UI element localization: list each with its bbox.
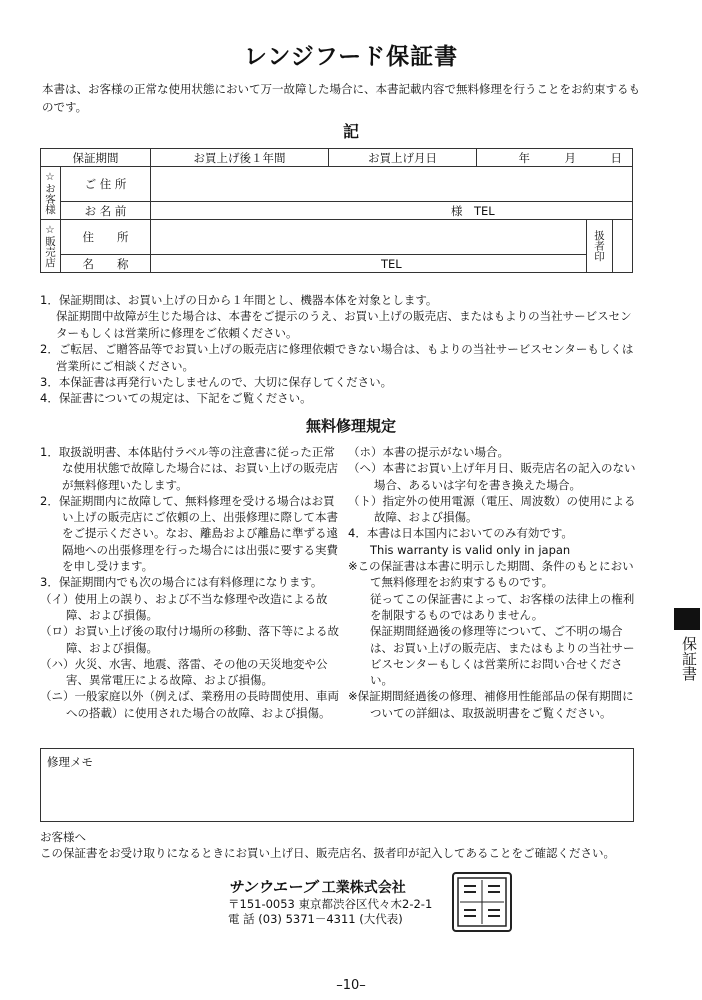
repair-rules-heading: 無料修理規定 bbox=[305, 417, 396, 435]
page-number: –10– bbox=[336, 978, 366, 993]
remark-2: ※保証期間経過後の修理、補修用性能部品の保有期間についての詳細は、取扱説明書をご覧ください。 bbox=[348, 689, 634, 720]
shop-address-field bbox=[151, 220, 587, 255]
date-fields: 年 月 日 bbox=[477, 149, 633, 167]
remark-1-inquiry: 保証期間経過後の修理等について、ご不明の場合は、お買い上げの販売店、またはもよりの当社サービスセンターもしくは営業所にお問い合せください。 bbox=[370, 624, 635, 688]
company-brand: サンウエーブ bbox=[228, 878, 317, 896]
rule-3b: （ロ）お買い上げ後の取付け場所の移動、落下等による故障、および損傷。 bbox=[40, 624, 339, 655]
side-tab-marker bbox=[674, 608, 700, 630]
warranty-table bbox=[40, 148, 633, 273]
rule-3d: （ニ）一般家庭以外（例えば、業務用の長時間使用、車両への搭載）に使用された場合の故障、および損傷。 bbox=[40, 689, 339, 720]
company-logo bbox=[228, 876, 406, 897]
shop-address-label: 住 所 bbox=[61, 220, 151, 255]
company-suffix: 工業株式会社 bbox=[321, 880, 406, 896]
address-label: ご 住 所 bbox=[61, 167, 151, 202]
customer-note-text: この保証書をお受け取りになるときにお買い上げ日、販売店名、扱者印が記入してあることをご確認ください。 bbox=[40, 846, 615, 860]
period-value: お買上げ後１年間 bbox=[151, 149, 329, 167]
note-1: 1．保証期間は、お買い上げの日から１年間とし、機器本体を対象とします。 bbox=[40, 293, 438, 307]
name-field: 様 TEL bbox=[151, 202, 633, 220]
section-mark: 記 bbox=[342, 122, 359, 141]
rule-3: 3．保証期間内でも次の場合には有料修理になります。 bbox=[40, 575, 323, 590]
period-label: 保証期間 bbox=[41, 149, 151, 167]
repair-rules-left bbox=[40, 444, 340, 721]
rule-2: 2．保証期間内に故障して、無料修理を受ける場合はお買い上げの販売店にご依頼の上、出張修理に際して本書をご提示ください。なお、離島および離島に準ずる遠隔地への出張修理を行った場合には出張に要する実費を申し受けます。 bbox=[40, 493, 338, 574]
rule-3a: （イ）使用上の誤り、および不当な修理や改造による故障、および損傷。 bbox=[40, 591, 328, 622]
purchase-date-label: お買上げ月日 bbox=[329, 149, 477, 167]
address-field bbox=[151, 167, 633, 202]
note-4: 4．保証書についての規定は、下記をご覧ください。 bbox=[40, 391, 312, 406]
intro-text: 本書は、お客様の正常な使用状態において万一故障した場合に、本書記載内容で無料修理を行うことをお約束するものです。 bbox=[42, 82, 640, 114]
company-address-block bbox=[228, 897, 432, 927]
remark-1-cont: 従ってこの保証書によって、お客様の法律上の権利を制限するものではありません。 bbox=[370, 591, 635, 622]
note-3: 3．本保証書は再発行いたしませんので、大切に保存してください。 bbox=[40, 375, 393, 390]
repair-memo-label: 修理メモ bbox=[47, 755, 93, 769]
repair-memo-box bbox=[40, 748, 634, 822]
company-seal-icon bbox=[452, 872, 512, 932]
customer-side-label: ☆お客様 bbox=[41, 167, 61, 220]
shop-name-label: 名 称 bbox=[61, 255, 151, 273]
shop-side-label: ☆販売店 bbox=[41, 220, 61, 273]
handler-seal-label: 扱者印 bbox=[587, 220, 613, 273]
rule-3f: （ヘ）本書にお買い上げ年月日、販売店名の記入のない場合、あるいは字句を書き換えた場合。 bbox=[348, 461, 636, 492]
warranty-notes bbox=[40, 292, 640, 407]
customer-note bbox=[40, 829, 640, 861]
handler-seal-field bbox=[613, 220, 633, 273]
company-address: 〒151-0053 東京都渋谷区代々木2-2-1 bbox=[228, 897, 433, 911]
rule-4: 4．本書は日本国内においてのみ有効です。 bbox=[348, 526, 573, 541]
company-phone: 電 話 (03) 5371－4311 (大代表) bbox=[228, 912, 403, 926]
rule-3g: （ト）指定外の使用電源（電圧、周波数）の使用による故障、および損傷。 bbox=[348, 493, 636, 525]
rule-3e: （ホ）本書の提示がない場合。 bbox=[348, 445, 509, 459]
note-2: 2．ご転居、ご贈答品等でお買い上げの販売店に修理依頼できない場合は、もよりの当社サービスセンターもしくは営業所にご相談ください。 bbox=[40, 342, 634, 373]
name-label: お 名 前 bbox=[61, 202, 151, 220]
shop-tel: TEL bbox=[151, 255, 587, 273]
remark-1: ※この保証書は本書に明示した期間、条件のもとにおいて無料修理をお約束するものです。 bbox=[348, 559, 634, 590]
side-tab-label: 保証書 bbox=[680, 636, 698, 681]
repair-rules-right bbox=[348, 444, 638, 721]
rule-4-english: This warranty is valid only in japan bbox=[370, 542, 571, 557]
rule-1: 1．取扱説明書、本体貼付ラベル等の注意書に従った正常な使用状態で故障した場合には、お買い上げの販売店が無料修理いたします。 bbox=[40, 445, 338, 492]
note-1-detail: 保証期間中故障が生じた場合は、本書をご提示のうえ、お買い上げの販売店、またはもよりの当社サービスセンターもしくは営業所に修理をご依頼ください。 bbox=[56, 309, 632, 340]
rule-3c: （ハ）火災、水害、地震、落雷、その他の天災地変や公害、異常電圧による故障、および損傷。 bbox=[40, 656, 328, 688]
page-title: レンジフード保証書 bbox=[243, 44, 459, 70]
customer-note-head: お客様へ bbox=[40, 830, 86, 844]
